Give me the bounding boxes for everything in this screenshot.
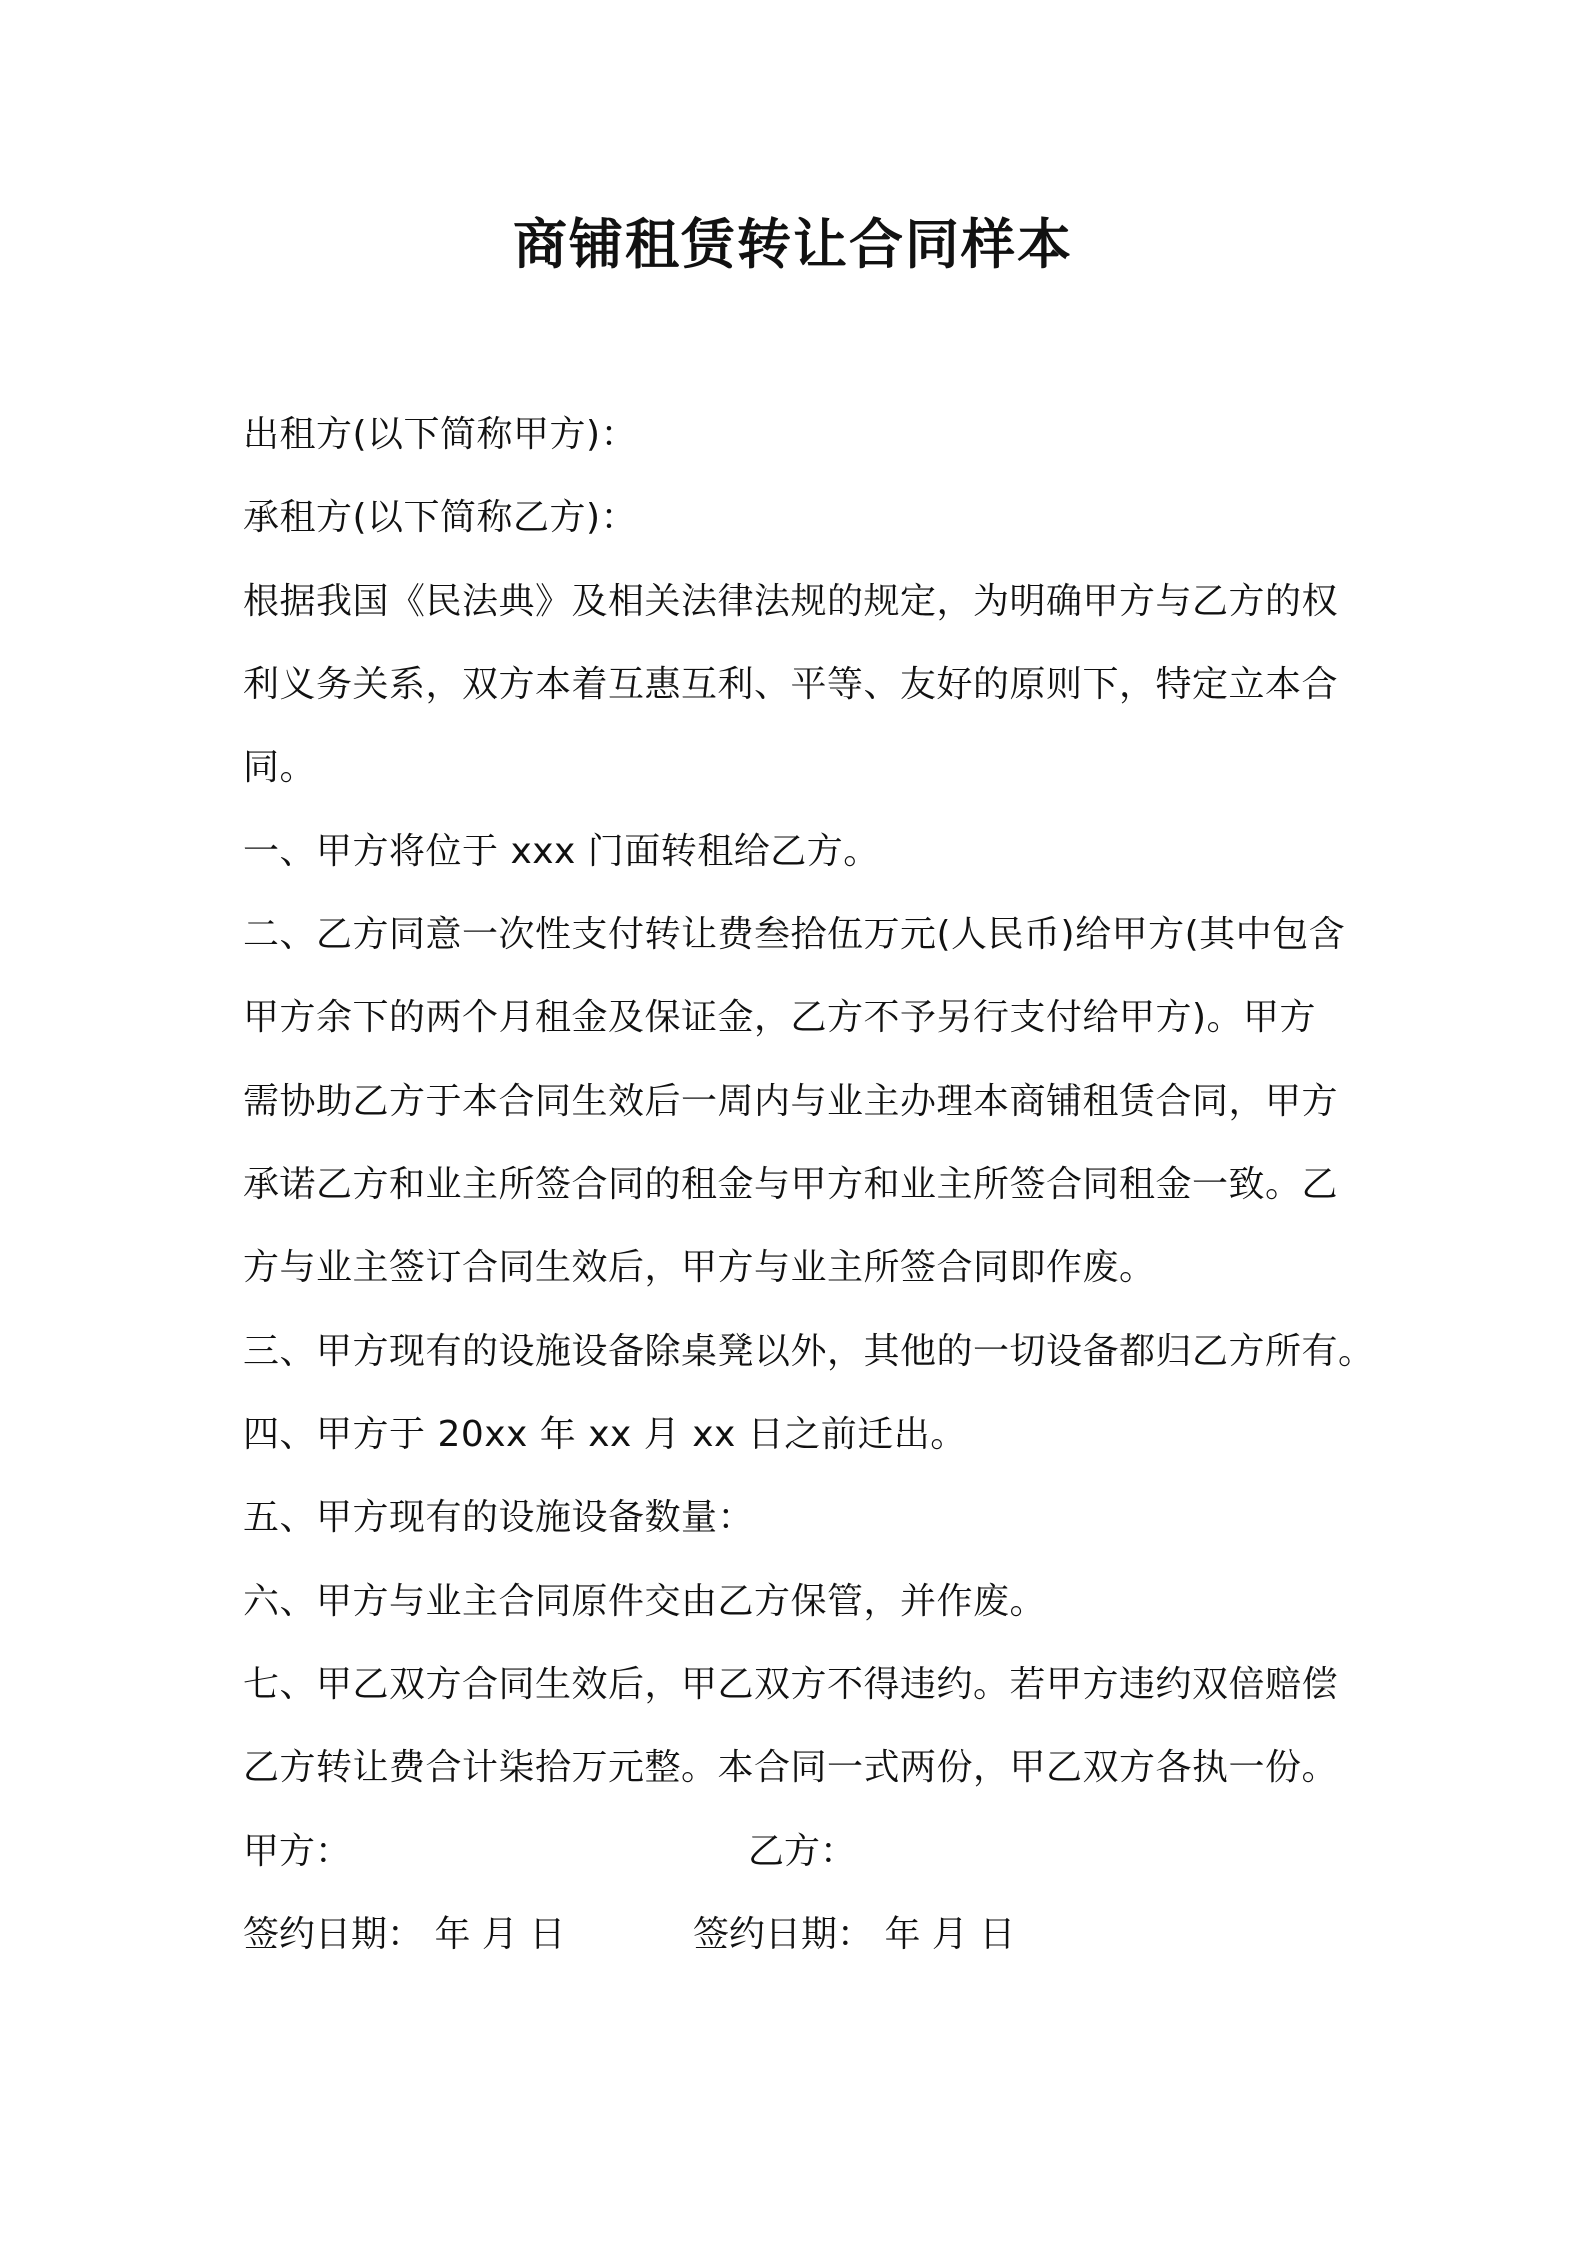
- clause-2-line-4: 承诺乙方和业主所签合同的租金与甲方和业主所签合同租金一致。乙: [243, 1164, 1339, 1205]
- clause-3: 三、甲方现有的设施设备除桌凳以外，其他的一切设备都归乙方所有。: [243, 1331, 1375, 1372]
- clause-5: 五、甲方现有的设施设备数量：: [243, 1497, 755, 1538]
- party-b-sign-date: 签约日期： 年 月 日: [693, 1914, 1016, 1955]
- clause-2-line-1: 二、乙方同意一次性支付转让费叁拾伍万元(人民币)给甲方(其中包含: [243, 914, 1346, 955]
- clause-6: 六、甲方与业主合同原件交由乙方保管，并作废。: [243, 1581, 1047, 1622]
- clause-1: 一、甲方将位于 xxx 门面转租给乙方。: [243, 831, 880, 872]
- document-title: 商铺租赁转让合同样本: [513, 213, 1073, 276]
- clause-2-line-5: 方与业主签订合同生效后，甲方与业主所签合同即作废。: [243, 1247, 1156, 1288]
- clause-2-line-2: 甲方余下的两个月租金及保证金，乙方不予另行支付给甲方)。甲方: [243, 997, 1317, 1038]
- preamble-line-1: 根据我国《民法典》及相关法律法规的规定，为明确甲方与乙方的权: [243, 581, 1339, 622]
- party-a-signature-label: 甲方：: [243, 1831, 352, 1872]
- party-a-sign-date: 签约日期： 年 月 日: [243, 1914, 566, 1955]
- clause-2-line-3: 需协助乙方于本合同生效后一周内与业主办理本商铺租赁合同，甲方: [243, 1081, 1339, 1122]
- preamble-line-3: 同。: [243, 747, 317, 788]
- clause-7-line-2: 乙方转让费合计柒拾万元整。本合同一式两份，甲乙双方各执一份。: [243, 1747, 1339, 1788]
- preamble-line-2: 利义务关系，双方本着互惠互利、平等、友好的原则下，特定立本合: [243, 664, 1339, 705]
- lessor-line: 出租方(以下简称甲方)：: [243, 414, 638, 455]
- lessee-line: 承租方(以下简称乙方)：: [243, 497, 638, 538]
- clause-7-line-1: 七、甲乙双方合同生效后，甲乙双方不得违约。若甲方违约双倍赔偿: [243, 1664, 1339, 1705]
- party-b-signature-label: 乙方：: [748, 1831, 857, 1872]
- clause-4: 四、甲方于 20xx 年 xx 月 xx 日之前迁出。: [243, 1414, 967, 1455]
